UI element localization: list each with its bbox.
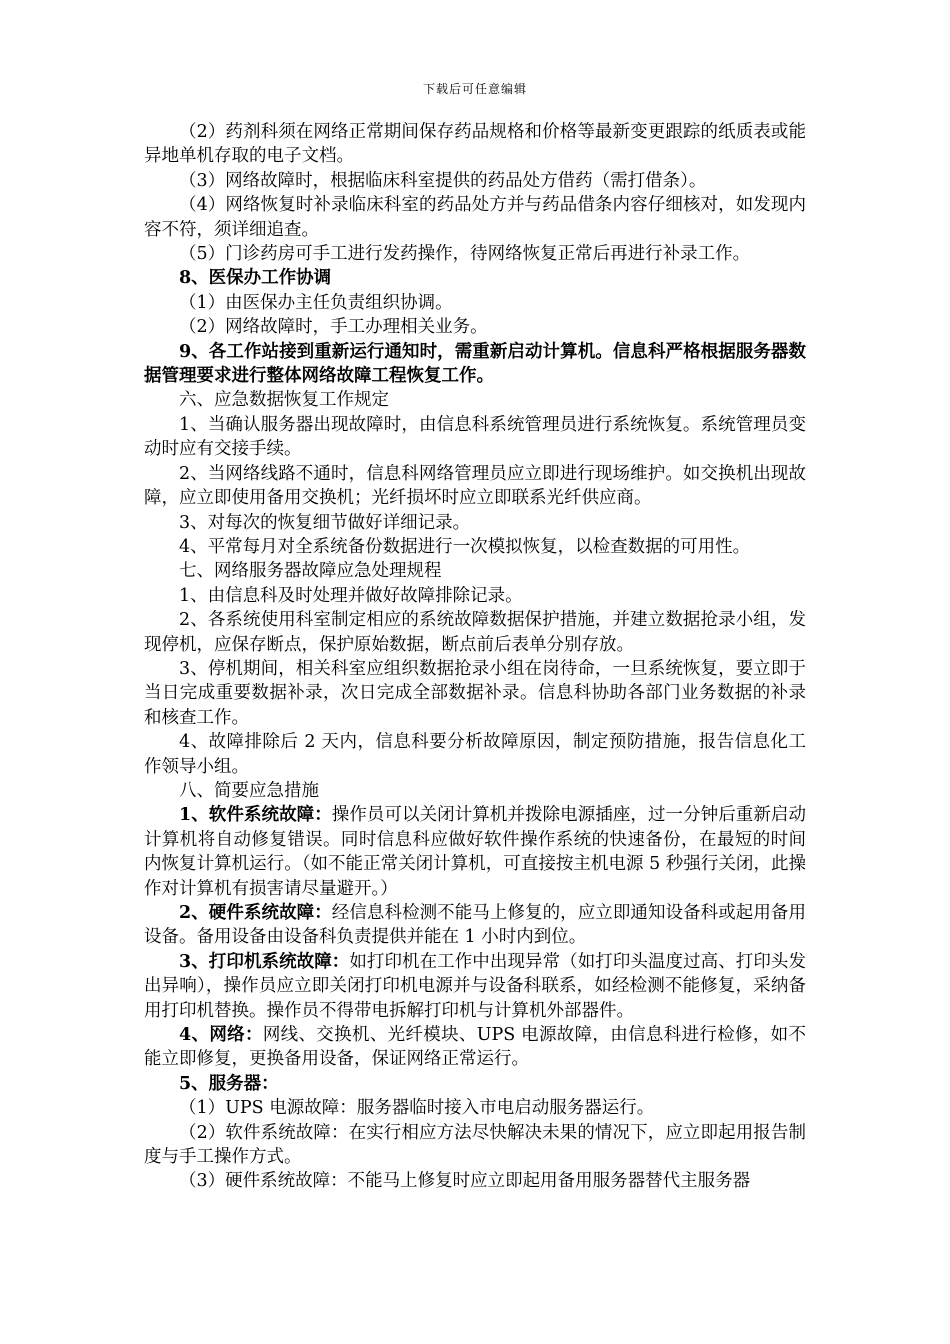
- paragraph: （1）UPS 电源故障：服务器临时接入市电启动服务器运行。: [179, 1098, 655, 1119]
- document-body: [144, 120, 806, 1194]
- section-heading: 8、医保办工作协调: [179, 268, 332, 289]
- paragraph-text: 网线、交换机、光纤模块、UPS 电源故障，由信息科进行检修，如不能立即修复，更换备用设备，保证网络正常运行。: [144, 1025, 806, 1070]
- paragraph: （5）门诊药房可手工进行发药操作，待网络恢复正常后再进行补录工作。: [179, 244, 751, 265]
- paragraph: 4、故障排除后 2 天内，信息科要分析故障原因，制定预防措施，报告信息化工作领导小组。: [144, 732, 806, 777]
- paragraph-lead: 1、软件系统故障：: [179, 805, 332, 826]
- paragraph: （3）网络故障时，根据临床科室提供的药品处方借药（需打借条）。: [179, 170, 707, 191]
- paragraph: （4）网络恢复时补录临床科室的药品处方并与药品借条内容仔细核对，如发现内容不符，须详细追查。: [144, 195, 806, 240]
- paragraph: （2）网络故障时，手工办理相关业务。: [179, 317, 488, 338]
- section-heading: 9、各工作站接到重新运行通知时，需重新启动计算机。信息科严格根据服务器数据管理要求进行整体网络故障工程恢复工作。: [144, 341, 806, 387]
- paragraph: （3）硬件系统故障：不能马上修复时应立即起用备用服务器替代主服务器: [179, 1171, 751, 1192]
- paragraph: [144, 803, 806, 901]
- paragraph: [144, 901, 806, 950]
- paragraph: 2、各系统使用科室制定相应的系统故障数据保护措施，并建立数据抢录小组，发现停机，应保存断点，保护原始数据，断点前后表单分别存放。: [144, 610, 806, 655]
- paragraph: 1、由信息科及时处理并做好故障排除记录。: [179, 585, 523, 606]
- paragraph-text: 操作员可以关闭计算机并拨除电源插座，过一分钟后重新启动计算机将自动修复错误。同时信息科应做好软件操作系统的快速备份，在最短的时间内恢复计算机运行。（如不能正常关闭计算机，可直接按主机电源 5 秒强行关闭，此操作对计算机有损害请尽量避开。）: [144, 805, 806, 899]
- paragraph: （1）由医保办主任负责组织协调。: [179, 292, 453, 313]
- section-heading: 七、网络服务器故障应急处理规程: [179, 561, 442, 582]
- paragraph: （2）药剂科须在网络正常期间保存药品规格和价格等最新变更跟踪的纸质表或能异地单机存取的电子文档。: [144, 122, 806, 167]
- paragraph: 3、对每次的恢复细节做好详细记录。: [179, 512, 471, 533]
- section-heading: 八、简要应急措施: [179, 780, 319, 801]
- paragraph-text: 经信息科检测不能马上修复的，应立即通知设备科或起用备用设备。备用设备由设备科负责提供并能在 1 小时内到位。: [144, 903, 806, 948]
- paragraph: （2）软件系统故障：在实行相应方法尽快解决未果的情况下，应立即起用报告制度与手工操作方式。: [144, 1122, 806, 1168]
- paragraph-text: 如打印机在工作中出现异常（如打印头温度过高、打印头发出异响），操作员应立即关闭打印机电源并与设备科联系，如经检测不能修复，采纳备用打印机替换。操作员不得带电拆解打印机与计算机外部器件。: [144, 951, 806, 1021]
- paragraph-lead: 2、硬件系统故障：: [179, 903, 332, 923]
- paragraph: 2、当网络线路不通时，信息科网络管理员应立即进行现场维护。如交换机出现故障，应立即使用备用交换机；光纤损坏时应立即联系光纤供应商。: [144, 463, 806, 509]
- paragraph: 1、当确认服务器出现故障时，由信息科系统管理员进行系统恢复。系统管理员变动时应有交接手续。: [144, 414, 806, 460]
- paragraph: [144, 950, 806, 1023]
- paragraph: [144, 1072, 806, 1096]
- paragraph: 4、平常每月对全系统备份数据进行一次模拟恢复，以检查数据的可用性。: [179, 536, 751, 557]
- paragraph: 3、停机期间，相关科室应组织数据抢录小组在岗待命，一旦系统恢复，要立即于当日完成重要数据补录，次日完成全部数据补录。信息科协助各部门业务数据的补录和核查工作。: [144, 658, 806, 728]
- paragraph-lead: 4、网络：: [179, 1025, 263, 1046]
- paragraph-lead: 3、打印机系统故障：: [179, 951, 350, 972]
- section-heading: 六、应急数据恢复工作规定: [179, 390, 389, 411]
- paragraph: [144, 1023, 806, 1072]
- page-header: 下载后可任意编辑: [422, 82, 527, 96]
- paragraph-lead: 5、服务器：: [179, 1073, 279, 1094]
